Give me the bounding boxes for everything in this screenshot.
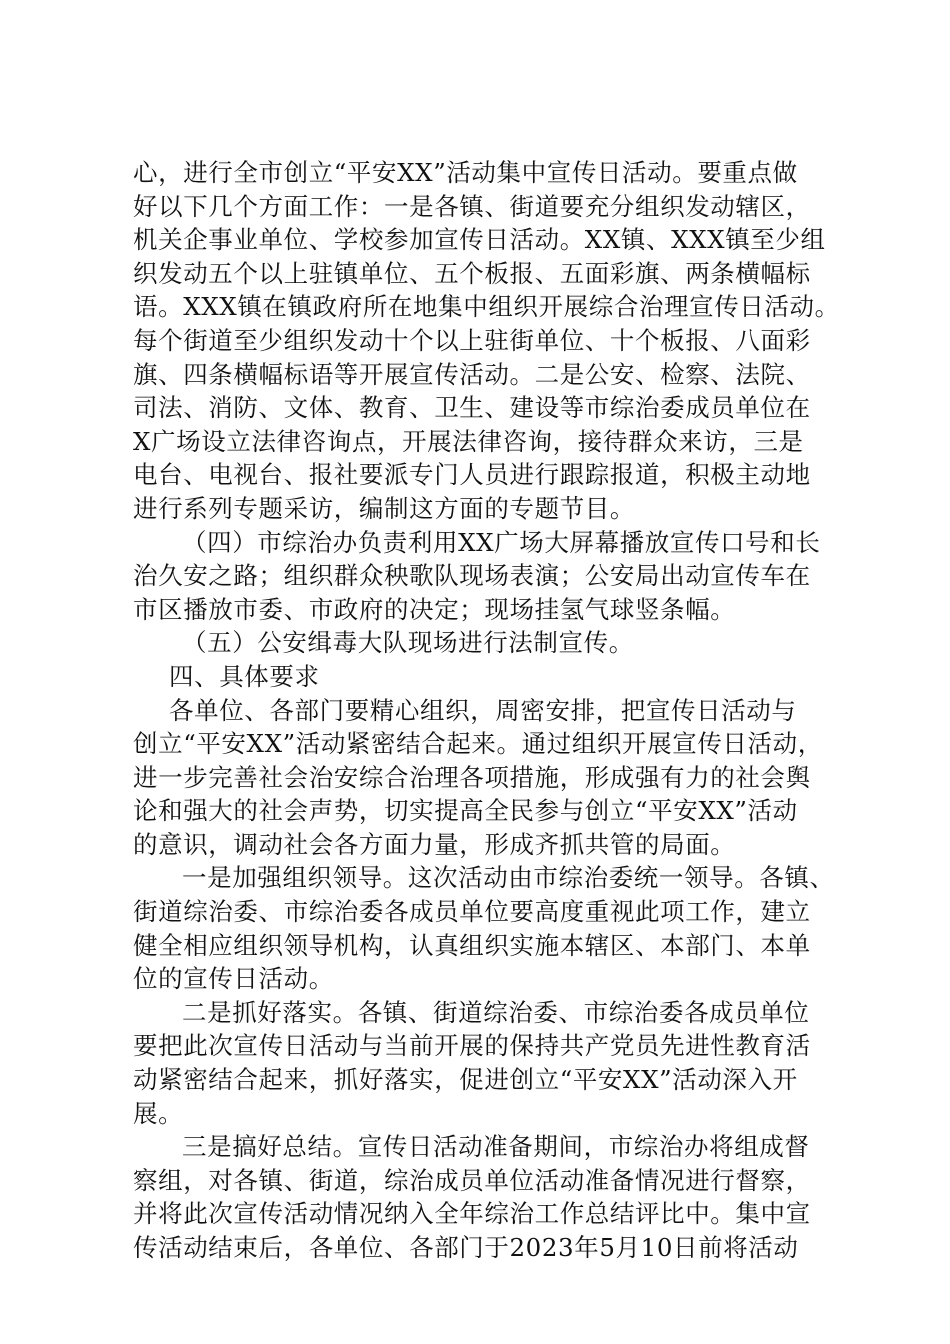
text-line: X广场设立法律咨询点，开展法律咨询，接待群众来访，三是 (133, 426, 804, 456)
text-line: 要把此次宣传日活动与当前开展的保持共产党员先进性教育活 (133, 1031, 811, 1061)
text-line: 展。 (133, 1098, 184, 1128)
text-line: 论和强大的社会声势，切实提高全民参与创立“平安XX”活动 (133, 796, 798, 826)
text-line: 传活动结束后，各单位、各部门于2023年5月10日前将活动 (133, 1233, 799, 1262)
text-line: 三是搞好总结。宣传日活动准备期间，市综治办将组成督 (182, 1132, 810, 1162)
text-line: （五）公安缉毒大队现场进行法制宣传。 (182, 628, 634, 658)
text-line: 动紧密结合起来，抓好落实，促进创立“平安XX”活动深入开 (133, 1065, 798, 1095)
text-line: 各单位、各部门要精心组织，周密安排，把宣传日活动与 (169, 695, 797, 725)
text-line: 市区播放市委、市政府的决定；现场挂氢气球竖条幅。 (133, 594, 736, 624)
text-line: 治久安之路；组织群众秧歌队现场表演；公安局出动宣传车在 (133, 561, 811, 591)
text-line: 织发动五个以上驻镇单位、五个板报、五面彩旗、两条横幅标 (133, 258, 811, 288)
text-line: 语。XXX镇在镇政府所在地集中组织开展综合治理宣传日活动。 (133, 292, 840, 322)
text-line: 并将此次宣传活动情况纳入全年综治工作总结评比中。集中宣 (133, 1199, 811, 1229)
text-line: 进一步完善社会治安综合治理各项措施，形成强有力的社会舆 (133, 762, 811, 792)
text-line: （四）市综治办负责利用XX广场大屏幕播放宣传口号和长 (182, 527, 821, 557)
document-body (133, 156, 840, 1265)
text-line: 司法、消防、文体、教育、卫生、建设等市综治委成员单位在 (133, 393, 811, 423)
text-line: 街道综治委、市综治委各成员单位要高度重视此项工作，建立 (133, 897, 811, 927)
text-line: 心，进行全市创立“平安XX”活动集中宣传日活动。要重点做 (133, 158, 798, 187)
text-line: 二是抓好落实。各镇、街道综治委、市综治委各成员单位 (182, 997, 810, 1027)
text-line: 旗、四条横幅标语等开展宣传活动。二是公安、检察、法院、 (133, 359, 811, 389)
text-line: 创立“平安XX”活动紧密结合起来。通过组织开展宣传日活动， (133, 729, 823, 759)
text-line: 四、具体要求 (169, 661, 320, 691)
text-line: 健全相应组织领导机构，认真组织实施本辖区、本部门、本单 (133, 930, 811, 960)
text-line: 位的宣传日活动。 (133, 964, 334, 994)
text-line: 一是加强组织领导。这次活动由市综治委统一领导。各镇、 (182, 863, 835, 893)
text-line: 好以下几个方面工作：一是各镇、街道要充分组织发动辖区， (133, 191, 811, 221)
text-line: 的意识，调动社会各方面力量，形成齐抓共管的局面。 (133, 829, 736, 859)
text-line: 每个街道至少组织发动十个以上驻街单位、十个板报、八面彩 (133, 325, 811, 355)
text-line: 电台、电视台、报社要派专门人员进行跟踪报道，积极主动地 (133, 460, 811, 490)
text-line: 进行系列专题采访，编制这方面的专题节目。 (133, 493, 635, 523)
text-line: 机关企事业单位、学校参加宣传日活动。XX镇、XXX镇至少组 (133, 225, 826, 255)
text-line: 察组，对各镇、街道，综治成员单位活动准备情况进行督察， (133, 1165, 811, 1195)
